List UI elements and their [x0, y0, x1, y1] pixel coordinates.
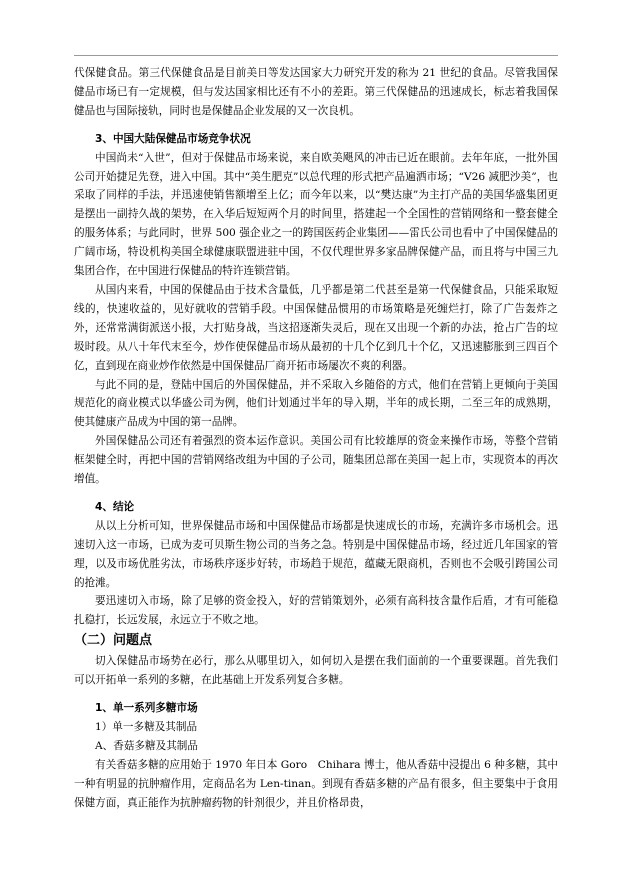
section-heading-1: 1、单一系列多糖市场	[95, 702, 198, 715]
paragraph-part2: 切入保健品市场势在必行，那么从哪里切入，如何切入是摆在我们面前的一个重要课题。首先我们可以开拓单一系列的多糖，在此基础上开发系列复合多糖。	[74, 655, 558, 687]
paragraph-s3-1: 中国尚未“入世”，但对于保健品市场来说，来自欧美飓风的冲击已近在眼前。去年年底，一批外国公司开始捷足先登，进入中国。其中“美生肥克”以总代理的形式把产品遍洒市场；“V26 减肥沙美”，也采取了同样的手法，并迅速使销售额增至上亿；而今年以来，以“樊达康”为主打产品的美国华盛集团更是摆出一副持久战的架势，在入华后短短两个月的时间里，搭建起一个全国性的营销网络和一整套健全的服务体系；与此同时，世界 500 强企业之一的跨国医药企业集团——雷氏公司也看中了中国保健品的广阔市场，特设机构美国全球健康联盟进驻中国，不仅代理世界多家品牌保健产品，而且将与中国三九集团合作，在中国进行保健品的特许连锁营销。	[74, 151, 558, 278]
paragraph-intro: 代保健食品。第三代保健食品是目前美日等发达国家大力研究开发的称为 21 世纪的食品。尽管我国保健品市场已有一定规模，但与发达国家相比还有不小的差距。第三代保健品的迅速成长，标志着我国保健品也与国际接轨，同时也是保健品企业发展的又一次良机。	[74, 67, 558, 117]
paragraph-s3-4: 外国保健品公司还有着强烈的资本运作意识。美国公司有比较雄厚的资金来操作市场，等整个营销框架健全时，再把中国的营销网络改组为中国的子公司，随集团总部在美国一起上市，实现资本的再次增值。	[74, 435, 558, 486]
paragraph-s4-1: 从以上分析可知，世界保健品市场和中国保健品市场都是快速成长的市场，充满许多市场机会。迅速切入这一市场，已成为麦可贝斯生物公司的当务之急。特别是中国保健品市场，经过近几年国家的管理，以及市场优胜劣汰，市场秩序逐步好转，市场趋于规范，蕴藏无限商机，否则也不会吸引跨国公司的抢滩。	[74, 519, 558, 589]
section-heading-4: 4、结论	[95, 500, 135, 513]
paragraph-s3-3: 与此不同的是，登陆中国后的外国保健品，并不采取入乡随俗的方式，他们在营销上更倾向于美国规范化的商业模式以华盛公司为例，他们计划通过半年的导入期，半年的成长期，二至三年的成熟期，使其健康产品成为中国的第一品牌。	[74, 378, 558, 429]
subheading-lentinan: A、香菇多糖及其制品	[95, 739, 198, 752]
paragraph-s4-2: 要迅速切入市场，除了足够的资金投入，好的营销策划外，必须有高科技含量作后盾，才有可能稳扎稳打，长远发展，永远立于不败之地。	[74, 595, 558, 627]
header-rule	[74, 55, 558, 56]
section-heading-3: 3、中国大陆保健品市场竞争状况	[95, 132, 251, 145]
part-heading-problem-points: （二）问题点	[74, 633, 153, 649]
subheading-single-polysaccharide: 1）单一多糖及其制品	[95, 721, 198, 733]
document-body	[74, 64, 558, 813]
paragraph-s3-2: 从国内来看，中国的保健品由于技术含量低，几乎都是第二代甚至是第一代保健食品，只能采取短线的，快速收益的，见好就收的营销手段。中国保健品惯用的市场策略是死缠烂打，除了广告轰炸之外，还常常满街派送小报，大打贴身战，当这招逐渐失灵后，现在又出现一个新的办法，抢占广告的垃圾时段。从八十年代末至今，炒作使保健品市场从最初的十几个亿到几十个亿，又迅速膨胀到三四百个亿，直到现在商业炒作依然是中国保健品厂商开拓市场屡次不爽的利器。	[74, 283, 558, 372]
paragraph-lentinan: 有关香菇多糖的应用始于 1970 年日本 Goro Chihara 博士，他从香菇中浸提出 6 种多糖，其中一种有明显的抗肿瘤作用，定商品名为 Len-tinan。到现有香菇多糖的产品有很多，但主要集中于食用保健方面，真正能作为抗肿瘤药物的针剂很少，并且价格昂贵，	[74, 758, 558, 809]
